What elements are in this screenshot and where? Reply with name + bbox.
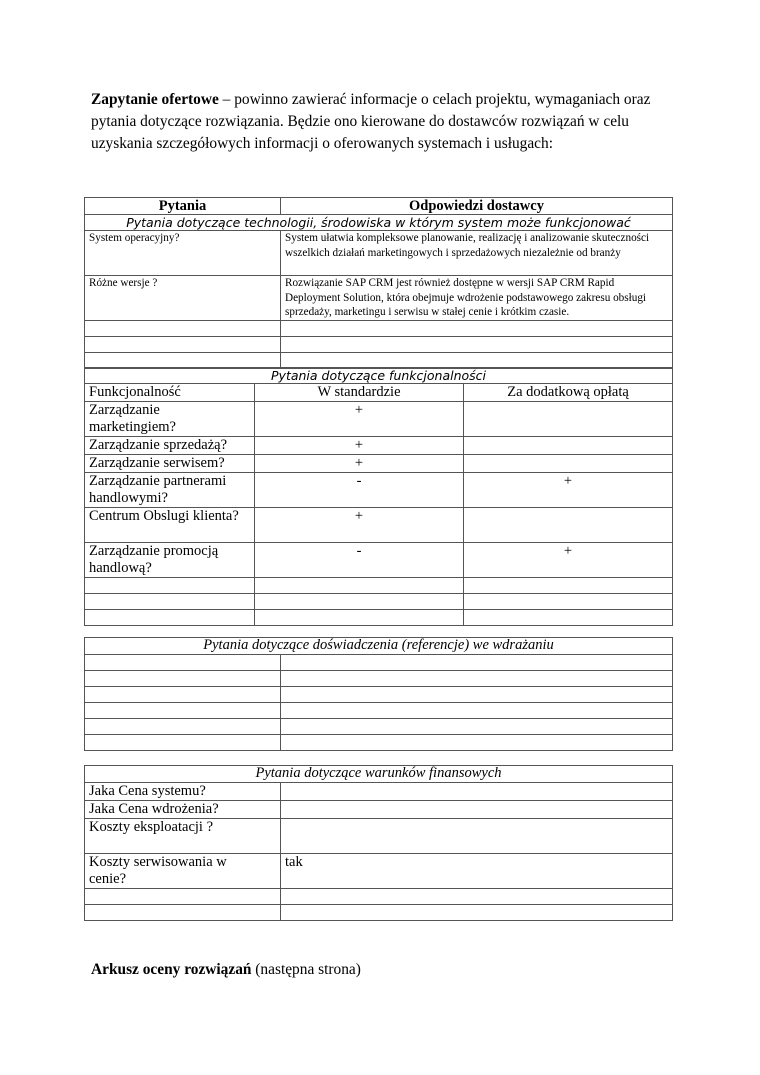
table-row-empty (85, 321, 673, 337)
intro-text: – powinno zawierać informacje o celach projektu, wymaganiach oraz pytania dotyczące rozwiązania. Będzie ono kierowane do dostawców rozwiązań w celu uzyskania szczegółowych informacji o oferowanych systemach i usługach: (91, 91, 651, 152)
question-cell (85, 819, 281, 854)
extra-cell (464, 455, 673, 473)
col-header-feature: Funkcjonalność (85, 384, 255, 402)
table-row-empty (85, 594, 673, 610)
intro-paragraph (91, 89, 681, 155)
question-text: Koszty eksploatacji ? (89, 819, 214, 835)
table-row (85, 854, 673, 889)
table-row (85, 402, 673, 437)
col-header-questions: Pytania (85, 198, 281, 215)
table-row-empty (85, 889, 673, 905)
col-header-extra: Za dodatkową opłatą (464, 384, 673, 402)
table-header-row (85, 384, 673, 402)
table-row (85, 455, 673, 473)
table-row-empty (85, 719, 673, 735)
table-row (85, 231, 673, 276)
standard-cell: + (255, 508, 464, 543)
feature-cell: Centrum Obslugi klienta? (85, 508, 255, 543)
table-row (85, 437, 673, 455)
section-row-exp (85, 638, 673, 655)
section-row-tech (85, 215, 673, 231)
extra-cell (464, 508, 673, 543)
section-row-func (85, 368, 673, 384)
footer-text: (następna strona) (251, 961, 361, 978)
table-row (85, 508, 673, 543)
table-row-empty (85, 578, 673, 594)
financial-table (84, 765, 673, 921)
table-row (85, 819, 673, 854)
question-cell: Różne wersje ? (85, 276, 281, 321)
standard-cell: + (255, 402, 464, 437)
tech-questions-table (84, 197, 673, 369)
table-row-empty (85, 337, 673, 353)
feature-cell: Zarządzanie sprzedażą? (85, 437, 255, 455)
table-row (85, 783, 673, 801)
table-row-empty (85, 687, 673, 703)
standard-cell: - (255, 543, 464, 578)
question-cell: Jaka Cena wdrożenia? (85, 801, 281, 819)
feature-cell: Zarządzanie partnerami handlowymi? (85, 473, 255, 508)
functionality-table (84, 367, 673, 626)
standard-cell: + (255, 437, 464, 455)
col-header-answers: Odpowiedzi dostawcy (281, 198, 673, 215)
table-row-empty (85, 735, 673, 751)
answer-cell: tak (281, 854, 673, 889)
question-cell (85, 854, 281, 889)
extra-cell: + (464, 473, 673, 508)
footer-title: Arkusz oceny rozwiązań (91, 961, 252, 978)
table-row (85, 543, 673, 578)
table-header-row (85, 198, 673, 215)
section-title-exp: Pytania dotyczące doświadczenia (referencje) we wdrażaniu (85, 638, 673, 655)
standard-cell: - (255, 473, 464, 508)
table-row (85, 801, 673, 819)
table-row-empty (85, 671, 673, 687)
table-row-empty (85, 655, 673, 671)
intro-title: Zapytanie ofertowe (91, 91, 219, 108)
question-cell: System operacyjny? (85, 231, 281, 276)
feature-cell: Zarządzanie serwisem? (85, 455, 255, 473)
question-text: Koszty serwisowania w cenie? (89, 854, 227, 887)
footer-line (91, 961, 361, 979)
extra-cell (464, 437, 673, 455)
answer-cell: Rozwiązanie SAP CRM jest również dostępne w wersji SAP CRM Rapid Deployment Solution, która obejmuje wdrożenie podstawowego zakresu obsługi sprzedaży, marketingu i serwisu w stałej cenie i krótkim czasie. (281, 276, 673, 321)
standard-cell: + (255, 455, 464, 473)
answer-cell (281, 801, 673, 819)
extra-cell (464, 402, 673, 437)
extra-cell: + (464, 543, 673, 578)
section-title-func: Pytania dotyczące funkcjonalności (85, 368, 673, 384)
section-title-tech: Pytania dotyczące technologii, środowiska w którym system może funkcjonować (85, 215, 673, 231)
section-row-fin (85, 766, 673, 783)
table-row (85, 276, 673, 321)
table-row-empty (85, 703, 673, 719)
answer-cell (281, 819, 673, 854)
section-title-fin: Pytania dotyczące warunków finansowych (85, 766, 673, 783)
question-cell: Jaka Cena systemu? (85, 783, 281, 801)
table-row (85, 473, 673, 508)
feature-cell: Zarządzanie promocją handlową? (85, 543, 255, 578)
answer-cell: System ułatwia kompleksowe planowanie, realizację i analizowanie skuteczności wszelkich działań marketingowych i sprzedażowych niezależnie od branży (281, 231, 673, 276)
table-row-empty (85, 610, 673, 626)
feature-cell: Zarządzanie marketingiem? (85, 402, 255, 437)
table-row-empty (85, 905, 673, 921)
experience-table (84, 637, 673, 751)
col-header-standard: W standardzie (255, 384, 464, 402)
answer-cell (281, 783, 673, 801)
